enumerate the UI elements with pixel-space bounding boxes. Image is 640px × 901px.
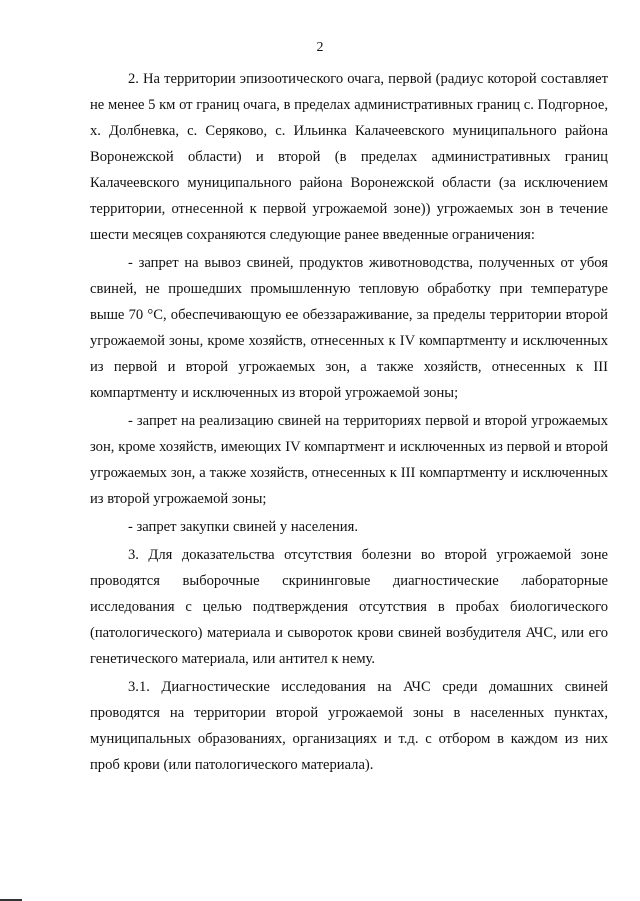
paragraph-restriction-export: - запрет на вывоз свиней, продуктов животноводства, полученных от убоя свиней, не прошедших промышленную тепловую обработку при температуре выше 70 °С, обеспечивающую ее обеззараживание, за пределы территории второй угрожаемой зоны, кроме хозяйств, отнесенных к IV компартменту и исключенных из первой и второй угрожаемых зон, а также хозяйств, отнесенных к III компартменту и исключенных из второй угрожаемой зоны; xyxy=(90,255,608,401)
paragraph-2: 2. На территории эпизоотического очага, первой (радиус которой составляет не менее 5 км от границ очага, в пределах административных границ с. Подгорное, х. Долбневка, с. Серяково, с. Ильинка Калачеевского муниципального района Воронежской области) и второй (в пределах административных границ Калачеевского муниципального района Воронежской области (за исключением территории, отнесенной к первой угрожаемой зоне)) угрожаемых зон в течение шести месяцев сохраняются следующие ранее введенные ограничения: xyxy=(90,71,608,243)
paragraph-3-1: 3.1. Диагностические исследования на АЧС среди домашних свиней проводятся на территории второй угрожаемой зоны в населенных пунктах, муниципальных образованиях, организациях и т.д. с отбором в каждом из них проб крови (или патологического материала). xyxy=(90,679,608,773)
paragraph-3: 3. Для доказательства отсутствия болезни во второй угрожаемой зоне проводятся выборочные скрининговые диагностические лабораторные исследования с целью подтверждения отсутствия в пробах биологического (патологического) материала и сывороток крови свиней возбудителя АЧС, или его генетического материала, или антител к нему. xyxy=(90,547,608,667)
page-number: 2 xyxy=(316,40,324,55)
paragraph-restriction-sale: - запрет на реализацию свиней на территориях первой и второй угрожаемых зон, кроме хозяйств, имеющих IV компартмент и исключенных из первой и второй угрожаемых зон, а также хозяйств, отнесенных к III компартменту и исключенных из второй угрожаемой зоны; xyxy=(90,413,608,507)
document-body xyxy=(90,66,608,778)
paragraph-restriction-purchase: - запрет закупки свиней у населения. xyxy=(128,519,358,535)
